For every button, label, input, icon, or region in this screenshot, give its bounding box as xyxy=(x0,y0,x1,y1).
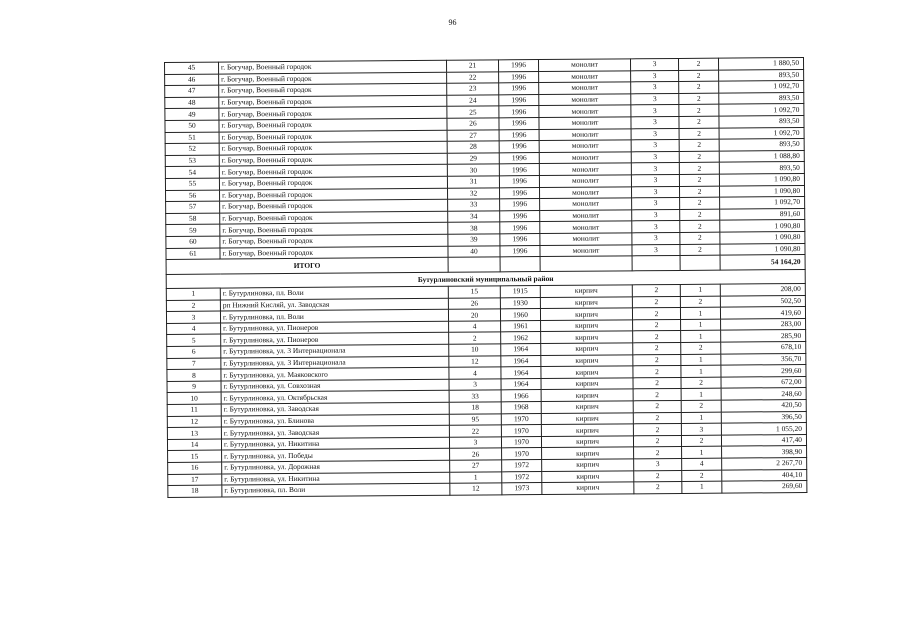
area-cell: 419,60 xyxy=(720,307,805,319)
house-number-cell: 33 xyxy=(448,199,500,211)
area-cell: 283,00 xyxy=(721,318,806,330)
floors-cell: 3 xyxy=(632,221,680,233)
house-number-cell: 38 xyxy=(448,222,500,234)
entrances-cell: 2 xyxy=(681,342,721,354)
material-cell: монолит xyxy=(539,186,631,198)
area-cell: 1 092,70 xyxy=(719,104,804,116)
entrances-cell: 2 xyxy=(681,377,721,389)
entrances-cell: 2 xyxy=(680,220,720,232)
area-cell: 1 880,50 xyxy=(718,57,803,69)
material-cell: кирпич xyxy=(541,412,633,424)
address-cell: г. Бутурлиновка, ул. Дорожная xyxy=(222,460,450,473)
house-number-cell: 2 xyxy=(449,332,501,344)
row-number: 7 xyxy=(167,358,221,370)
material-cell: кирпич xyxy=(541,378,633,390)
year-cell: 1964 xyxy=(501,355,541,367)
address-cell: г. Бутурлиновка, ул. Маяковского xyxy=(221,368,449,381)
total-empty-cell xyxy=(540,256,632,272)
area-cell: 356,70 xyxy=(721,353,806,365)
area-cell: 398,90 xyxy=(722,446,807,458)
year-cell: 1996 xyxy=(499,164,539,176)
year-cell: 1996 xyxy=(499,83,539,95)
year-cell: 1970 xyxy=(501,413,541,425)
year-cell: 1960 xyxy=(500,309,540,321)
year-cell: 1962 xyxy=(501,332,541,344)
address-cell: г. Богучар, Военный городок xyxy=(219,107,447,120)
address-cell: г. Богучар, Военный городок xyxy=(219,141,447,154)
address-cell: г. Богучар, Военный городок xyxy=(220,211,448,224)
floors-cell: 2 xyxy=(632,285,680,297)
row-number: 9 xyxy=(167,381,221,393)
house-number-cell: 24 xyxy=(447,95,499,107)
house-number-cell: 20 xyxy=(448,309,500,321)
material-cell: монолит xyxy=(540,210,632,222)
material-cell: кирпич xyxy=(541,343,633,355)
row-number: 49 xyxy=(165,108,219,120)
material-cell: монолит xyxy=(539,175,631,187)
area-cell: 893,50 xyxy=(719,139,804,151)
floors-cell: 3 xyxy=(631,151,679,163)
address-cell: г. Богучар, Военный городок xyxy=(219,83,447,96)
house-number-cell: 30 xyxy=(447,164,499,176)
housing-register-table xyxy=(164,57,806,498)
material-cell: кирпич xyxy=(540,297,632,309)
floors-cell: 3 xyxy=(631,163,679,175)
floors-cell: 2 xyxy=(634,470,682,482)
row-number: 16 xyxy=(168,462,222,474)
entrances-cell: 2 xyxy=(679,128,719,140)
house-number-cell: 34 xyxy=(448,211,500,223)
entrances-cell: 2 xyxy=(679,116,719,128)
address-cell: г. Богучар, Военный городок xyxy=(220,246,448,259)
year-cell: 1964 xyxy=(501,367,541,379)
floors-cell: 3 xyxy=(631,105,679,117)
floors-cell: 3 xyxy=(632,209,680,221)
house-number-cell: 3 xyxy=(449,379,501,391)
year-cell: 1964 xyxy=(501,378,541,390)
address-cell: г. Богучар, Военный городок xyxy=(219,130,447,143)
entrances-cell: 4 xyxy=(682,458,722,470)
row-number: 60 xyxy=(166,236,220,248)
row-number: 48 xyxy=(165,97,219,109)
row-number: 8 xyxy=(167,369,221,381)
address-cell: г. Богучар, Военный городок xyxy=(219,165,447,178)
row-number: 2 xyxy=(166,300,220,312)
entrances-cell: 1 xyxy=(682,447,722,459)
year-cell: 1961 xyxy=(501,320,541,332)
row-number: 52 xyxy=(165,143,219,155)
address-cell: г. Бутурлиновка, ул. Пионеров xyxy=(221,333,449,346)
area-cell: 891,60 xyxy=(720,208,805,220)
year-cell: 1996 xyxy=(499,94,539,106)
area-cell: 1 090,80 xyxy=(719,173,804,185)
house-number-cell: 4 xyxy=(449,321,501,333)
entrances-cell: 2 xyxy=(679,105,719,117)
area-cell: 248,60 xyxy=(721,388,806,400)
year-cell: 1970 xyxy=(501,425,541,437)
address-cell: г. Богучар, Военный городок xyxy=(219,118,447,131)
entrances-cell: 2 xyxy=(680,244,720,256)
area-cell: 396,50 xyxy=(721,411,806,423)
house-number-cell: 23 xyxy=(447,83,499,95)
entrances-cell: 2 xyxy=(680,197,720,209)
material-cell: монолит xyxy=(539,152,631,164)
area-cell: 502,50 xyxy=(720,295,805,307)
entrances-cell: 3 xyxy=(681,423,721,435)
row-number: 1 xyxy=(166,288,220,300)
total-area: 54 164,20 xyxy=(720,255,805,271)
house-number-cell: 1 xyxy=(450,471,502,483)
floors-cell: 2 xyxy=(633,412,681,424)
year-cell: 1996 xyxy=(499,106,539,118)
entrances-cell: 2 xyxy=(679,70,719,82)
address-cell: г. Богучар, Военный городок xyxy=(220,199,448,212)
house-number-cell: 25 xyxy=(447,106,499,118)
house-number-cell: 28 xyxy=(447,141,499,153)
total-empty-cell xyxy=(632,256,680,271)
entrances-cell: 1 xyxy=(680,307,720,319)
floors-cell: 2 xyxy=(633,377,681,389)
total-label: ИТОГО xyxy=(166,257,448,274)
year-cell: 1996 xyxy=(499,152,539,164)
house-number-cell: 10 xyxy=(449,344,501,356)
floors-cell: 2 xyxy=(633,366,681,378)
floors-cell: 2 xyxy=(633,354,681,366)
page-number: 96 xyxy=(448,18,457,27)
house-number-cell: 22 xyxy=(447,71,499,83)
address-cell: г. Бутурлиновка, ул. 3 Интернационала xyxy=(221,356,449,369)
floors-cell: 2 xyxy=(632,308,680,320)
address-cell: г. Богучар, Военный городок xyxy=(219,95,447,108)
area-cell: 420,50 xyxy=(721,399,806,411)
material-cell: кирпич xyxy=(541,389,633,401)
house-number-cell: 40 xyxy=(448,245,500,257)
material-cell: монолит xyxy=(539,82,631,94)
row-number: 59 xyxy=(166,224,220,236)
material-cell: кирпич xyxy=(540,285,632,297)
house-number-cell: 18 xyxy=(449,402,501,414)
area-cell: 893,50 xyxy=(719,92,804,104)
house-number-cell: 4 xyxy=(449,367,501,379)
row-number: 4 xyxy=(167,323,221,335)
address-cell: г. Богучар, Военный городок xyxy=(220,188,448,201)
area-cell: 299,60 xyxy=(721,365,806,377)
material-cell: кирпич xyxy=(542,482,634,494)
year-cell: 1996 xyxy=(500,222,540,234)
address-cell: г. Богучар, Военный городок xyxy=(219,60,447,73)
entrances-cell: 1 xyxy=(682,481,722,493)
entrances-cell: 1 xyxy=(681,412,721,424)
year-cell: 1996 xyxy=(500,210,540,222)
year-cell: 1972 xyxy=(502,471,542,483)
floors-cell: 2 xyxy=(633,343,681,355)
house-number-cell: 32 xyxy=(447,187,499,199)
address-cell: г. Бутурлиновка, ул. Октябрьская xyxy=(221,391,449,404)
address-cell: г. Богучар, Военный городок xyxy=(220,223,448,236)
material-cell: монолит xyxy=(540,244,632,256)
entrances-cell: 2 xyxy=(679,93,719,105)
year-cell: 1996 xyxy=(499,175,539,187)
year-cell: 1996 xyxy=(500,245,540,257)
house-number-cell: 33 xyxy=(449,390,501,402)
material-cell: монолит xyxy=(539,117,631,129)
row-number: 45 xyxy=(165,62,219,74)
material-cell: кирпич xyxy=(541,331,633,343)
area-cell: 1 090,80 xyxy=(720,231,805,243)
area-cell: 1 088,80 xyxy=(719,150,804,162)
year-cell: 1996 xyxy=(500,199,540,211)
material-cell: монолит xyxy=(540,221,632,233)
row-number: 46 xyxy=(165,74,219,86)
row-number: 56 xyxy=(166,190,220,202)
entrances-cell: 2 xyxy=(679,174,719,186)
house-number-cell: 3 xyxy=(449,437,501,449)
year-cell: 1930 xyxy=(500,297,540,309)
entrances-cell: 2 xyxy=(679,81,719,93)
year-cell: 1996 xyxy=(499,187,539,199)
area-cell: 1 090,80 xyxy=(719,185,804,197)
address-cell: г. Бутурлиновка, ул. Никитина xyxy=(222,472,450,485)
house-number-cell: 26 xyxy=(450,448,502,460)
area-cell: 1 090,80 xyxy=(720,243,805,255)
row-number: 55 xyxy=(165,178,219,190)
floors-cell: 2 xyxy=(633,389,681,401)
address-cell: г. Бутурлиновка, ул. Победы xyxy=(222,449,450,462)
row-number: 61 xyxy=(166,248,220,260)
year-cell: 1996 xyxy=(499,71,539,83)
floors-cell: 2 xyxy=(634,482,682,494)
entrances-cell: 1 xyxy=(681,365,721,377)
entrances-cell: 2 xyxy=(679,162,719,174)
address-cell: г. Бутурлиновка, ул. Заводская xyxy=(221,402,449,415)
entrances-cell: 1 xyxy=(681,354,721,366)
house-number-cell: 22 xyxy=(449,425,501,437)
material-cell: монолит xyxy=(539,105,631,117)
table-section-bottom xyxy=(166,284,807,498)
material-cell: кирпич xyxy=(542,447,634,459)
floors-cell: 3 xyxy=(631,174,679,186)
house-number-cell: 26 xyxy=(448,298,500,310)
entrances-cell: 2 xyxy=(679,139,719,151)
year-cell: 1996 xyxy=(500,233,540,245)
year-cell: 1972 xyxy=(502,460,542,472)
year-cell: 1996 xyxy=(499,129,539,141)
row-number: 3 xyxy=(166,311,220,323)
material-cell: монолит xyxy=(538,59,630,71)
entrances-cell: 2 xyxy=(680,209,720,221)
entrances-cell: 1 xyxy=(680,284,720,296)
year-cell: 1964 xyxy=(501,344,541,356)
row-number: 13 xyxy=(167,427,221,439)
material-cell: кирпич xyxy=(542,470,634,482)
entrances-cell: 2 xyxy=(682,470,722,482)
floors-cell: 2 xyxy=(633,435,681,447)
address-cell: г. Бутурлиновка, ул. Никитина xyxy=(221,437,449,450)
area-cell: 404,10 xyxy=(722,469,807,481)
area-cell: 2 267,70 xyxy=(722,457,807,469)
row-number: 53 xyxy=(165,155,219,167)
total-empty-cell xyxy=(448,257,500,272)
material-cell: кирпич xyxy=(541,436,633,448)
floors-cell: 2 xyxy=(632,296,680,308)
house-number-cell: 15 xyxy=(448,286,500,298)
floors-cell: 3 xyxy=(630,58,678,70)
material-cell: монолит xyxy=(539,94,631,106)
house-number-cell: 31 xyxy=(447,176,499,188)
house-number-cell: 12 xyxy=(449,356,501,368)
address-cell: г. Богучар, Военный городок xyxy=(220,234,448,247)
house-number-cell: 95 xyxy=(449,413,501,425)
address-cell: г. Бутурлиновка, пл. Воли xyxy=(222,483,450,496)
material-cell: монолит xyxy=(539,140,631,152)
row-number: 57 xyxy=(166,201,220,213)
entrances-cell: 1 xyxy=(681,331,721,343)
area-cell: 1 055,20 xyxy=(721,423,806,435)
row-number: 47 xyxy=(165,85,219,97)
entrances-cell: 2 xyxy=(679,186,719,198)
address-cell: г. Богучар, Военный городок xyxy=(219,176,447,189)
area-cell: 678,10 xyxy=(721,342,806,354)
row-number: 18 xyxy=(168,485,222,497)
material-cell: кирпич xyxy=(540,308,632,320)
floors-cell: 2 xyxy=(634,447,682,459)
year-cell: 1973 xyxy=(502,483,542,495)
area-cell: 893,50 xyxy=(719,162,804,174)
floors-cell: 3 xyxy=(632,232,680,244)
address-cell: г. Бутурлиновка, ул. Совхозная xyxy=(221,379,449,392)
floors-cell: 3 xyxy=(632,244,680,256)
entrances-cell: 2 xyxy=(681,400,721,412)
floors-cell: 3 xyxy=(631,140,679,152)
material-cell: кирпич xyxy=(541,320,633,332)
floors-cell: 2 xyxy=(633,424,681,436)
area-cell: 672,00 xyxy=(721,376,806,388)
address-cell: г. Бутурлиновка, ул. Блинова xyxy=(221,414,449,427)
house-number-cell: 39 xyxy=(448,234,500,246)
district-title: Бутурлиновский муниципальный район xyxy=(166,270,805,289)
year-cell: 1996 xyxy=(498,60,538,72)
address-cell: г. Бутурлиновка, ул. Пионеров xyxy=(221,321,449,334)
total-empty-cell xyxy=(680,255,720,270)
floors-cell: 2 xyxy=(633,319,681,331)
entrances-cell: 2 xyxy=(678,58,718,70)
entrances-cell: 1 xyxy=(681,319,721,331)
material-cell: монолит xyxy=(539,128,631,140)
material-cell: монолит xyxy=(539,163,631,175)
area-cell: 417,40 xyxy=(721,434,806,446)
row-number: 6 xyxy=(167,346,221,358)
row-number: 17 xyxy=(168,474,222,486)
floors-cell: 3 xyxy=(631,128,679,140)
material-cell: монолит xyxy=(540,198,632,210)
material-cell: кирпич xyxy=(541,424,633,436)
year-cell: 1996 xyxy=(499,118,539,130)
year-cell: 1915 xyxy=(500,286,540,298)
year-cell: 1996 xyxy=(499,141,539,153)
area-cell: 269,60 xyxy=(722,481,807,493)
year-cell: 1966 xyxy=(501,390,541,402)
floors-cell: 2 xyxy=(633,400,681,412)
row-number: 58 xyxy=(166,213,220,225)
year-cell: 1968 xyxy=(501,402,541,414)
row-number: 50 xyxy=(165,120,219,132)
address-cell: г. Бутурлиновка, ул. 3 Интернационала xyxy=(221,344,449,357)
material-cell: монолит xyxy=(540,233,632,245)
entrances-cell: 2 xyxy=(680,232,720,244)
material-cell: кирпич xyxy=(541,401,633,413)
area-cell: 893,50 xyxy=(719,69,804,81)
row-number: 15 xyxy=(168,450,222,462)
row-number: 14 xyxy=(167,439,221,451)
floors-cell: 3 xyxy=(631,93,679,105)
address-cell: г. Бутурлиновка, ул. Заводская xyxy=(221,425,449,438)
floors-cell: 3 xyxy=(631,70,679,82)
area-cell: 208,00 xyxy=(720,284,805,296)
material-cell: монолит xyxy=(539,70,631,82)
area-cell: 893,50 xyxy=(719,115,804,127)
row-number: 51 xyxy=(165,132,219,144)
entrances-cell: 2 xyxy=(680,296,720,308)
house-number-cell: 21 xyxy=(446,60,498,72)
address-cell: г. Бутурлиновка, пл. Воли xyxy=(220,286,448,299)
address-cell: г. Бутурлиновка, пл. Воли xyxy=(220,310,448,323)
house-number-cell: 27 xyxy=(450,460,502,472)
row-number: 5 xyxy=(167,335,221,347)
floors-cell: 3 xyxy=(631,186,679,198)
year-cell: 1970 xyxy=(501,436,541,448)
floors-cell: 3 xyxy=(634,458,682,470)
area-cell: 1 092,70 xyxy=(720,197,805,209)
entrances-cell: 1 xyxy=(681,389,721,401)
year-cell: 1970 xyxy=(502,448,542,460)
floors-cell: 3 xyxy=(632,198,680,210)
floors-cell: 3 xyxy=(631,82,679,94)
total-empty-cell xyxy=(500,257,540,272)
table-section-top xyxy=(165,57,806,259)
house-number-cell: 26 xyxy=(447,118,499,130)
material-cell: кирпич xyxy=(542,459,634,471)
entrances-cell: 2 xyxy=(679,151,719,163)
material-cell: кирпич xyxy=(541,354,633,366)
area-cell: 285,90 xyxy=(721,330,806,342)
area-cell: 1 090,80 xyxy=(720,220,805,232)
area-cell: 1 092,70 xyxy=(719,81,804,93)
row-number: 11 xyxy=(167,404,221,416)
address-cell: рп Нижний Кисляй, ул. Заводская xyxy=(220,298,448,311)
row-number: 10 xyxy=(167,392,221,404)
area-cell: 1 092,70 xyxy=(719,127,804,139)
row-number: 12 xyxy=(167,416,221,428)
house-number-cell: 27 xyxy=(447,129,499,141)
floors-cell: 3 xyxy=(631,116,679,128)
entrances-cell: 2 xyxy=(681,435,721,447)
address-cell: г. Богучар, Военный городок xyxy=(219,72,447,85)
address-cell: г. Богучар, Военный городок xyxy=(219,153,447,166)
material-cell: кирпич xyxy=(541,366,633,378)
floors-cell: 2 xyxy=(633,331,681,343)
house-number-cell: 29 xyxy=(447,153,499,165)
house-number-cell: 12 xyxy=(450,483,502,495)
row-number: 54 xyxy=(165,166,219,178)
